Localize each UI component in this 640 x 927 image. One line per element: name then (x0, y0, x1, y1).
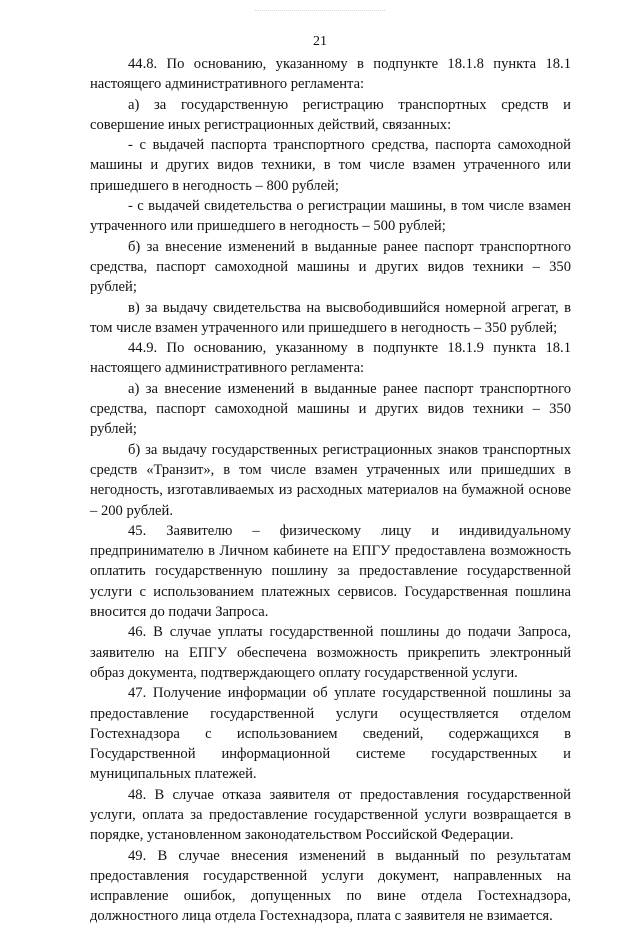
paragraph-45: 45. Заявителю – физическому лицу и индивидуальному предпринимателю в Личном кабинете на ЕПГУ предоставлена возможность оплатить государственную пошлину за предоставление государственной услуги с использованием платежных сервисов. Государственная пошлина вносится до подачи Запроса. (90, 522, 571, 621)
paragraph-44-9-a: а) за внесение изменений в выданные ранее паспорт транспортного средства, паспорт самоходной машины и других видов техники – 350 рублей; (90, 380, 571, 438)
scan-artifact (255, 10, 385, 17)
paragraph-48: 48. В случае отказа заявителя от предоставления государственной услуги, оплата за предоставление государственной услуги возвращается в порядке, установленном законодательством Российской Федерации. (90, 786, 571, 844)
paragraph-44-8-b: б) за внесение изменений в выданные ранее паспорт транспортного средства, паспорт самоходной машины и других видов техники – 350 рублей; (90, 238, 571, 296)
paragraph-46: 46. В случае уплаты государственной пошлины до подачи Запроса, заявителю на ЕПГУ обеспечена возможность прикрепить электронный образ документа, подтверждающего оплату государственной услуги. (90, 624, 571, 681)
paragraph-44-9: 44.9. По основанию, указанному в подпункте 18.1.9 пункта 18.1 настоящего административного регламента: (90, 340, 571, 377)
paragraph-44-8: 44.8. По основанию, указанному в подпункте 18.1.8 пункта 18.1 настоящего административного регламента: (90, 56, 571, 93)
paragraph-44-8-a: а) за государственную регистрацию транспортных средств и совершение иных регистрационных действий, связанных: (90, 96, 571, 133)
paragraph-44-8-v: в) за выдачу свидетельства на высвободившийся номерной агрегат, в том числе взамен утраченного или пришедшего в негодность – 350 рублей; (90, 299, 571, 336)
paragraph-49: 49. В случае внесения изменений в выданный по результатам предоставления государственной услуги документ, направленных на исправление ошибок, допущенных по вине отдела Гостехнадзора, должностного лица отдела Гостехнадзора, плата с заявителя не взимается. (90, 847, 571, 925)
paragraph-44-9-b: б) за выдачу государственных регистрационных знаков транспортных средств «Транзит», в том числе взамен утраченных или пришедших в негодность, изготавливаемых из расходных материалов на бумажной основе – 200 рублей. (90, 441, 571, 519)
paragraph-44-8-a-item-1: - с выдачей паспорта транспортного средства, паспорта самоходной машины и других видов техники, в том числе взамен утраченного или пришедшего в негодность – 800 рублей; (90, 137, 571, 194)
page-number: 21 (313, 34, 327, 49)
document-body (90, 54, 571, 927)
paragraph-47: 47. Получение информации об уплате государственной пошлины за предоставление государственной услуги осуществляется отделом Гостехнадзора с использованием сведений, содержащихся в Государственной информационной системе государственных и муниципальных платежей. (90, 685, 571, 783)
paragraph-44-8-a-item-2: - с выдачей свидетельства о регистрации машины, в том числе взамен утраченного или пришедшего в негодность – 500 рублей; (90, 198, 571, 235)
